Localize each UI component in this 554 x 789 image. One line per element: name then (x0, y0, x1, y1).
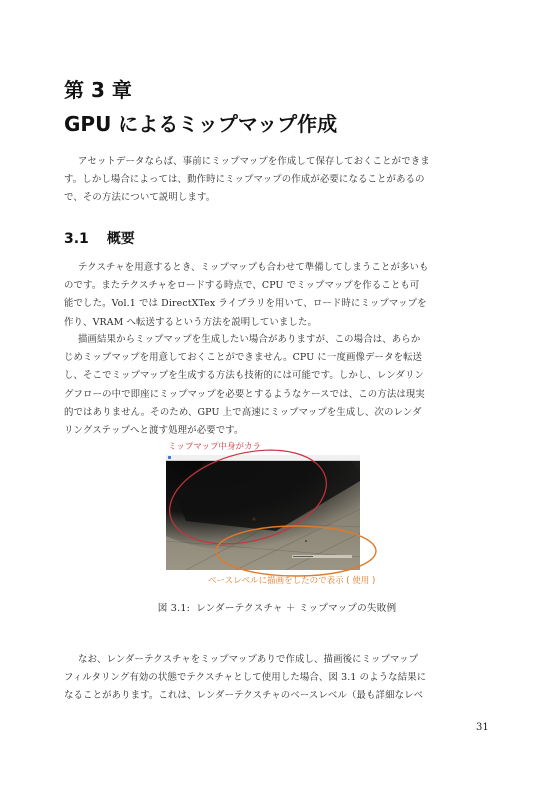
text-line: のです。またテクスチャをロードする時点で、CPU でミップマップを作ることも可 (64, 280, 420, 292)
chapter-label: 第 3 章 (64, 78, 132, 102)
figure-screenshot (166, 455, 360, 570)
section-paragraph-1 (64, 259, 490, 332)
render-scene-image (166, 461, 360, 570)
text-line: フィルタリング有効の状態でテクスチャとして使用した場合、図 3.1 のような結果に (64, 672, 427, 684)
section-paragraph-2 (64, 331, 490, 440)
text-line: テクスチャを用意するとき、ミップマップも合わせて準備してしまうことが多いも (78, 262, 429, 273)
text-line: じめミップマップを用意しておくことができません。CPU に一度画像データを転送 (64, 352, 423, 364)
intro-paragraph (64, 153, 490, 208)
text-line: アセットデータならば、事前にミップマップを作成して保存しておくことができま (78, 156, 430, 167)
text-line: で、その方法について説明します。 (64, 192, 216, 204)
closing-paragraph (64, 651, 490, 706)
text-line: 描画結果からミップマップを生成したい場合がありますが、この場合は、あらか (78, 334, 421, 345)
figure-annotation-bottom: ベースレベルに描画をしたので表示 ( 使用 ) (208, 576, 376, 586)
section-title: 概要 (106, 231, 135, 247)
chapter-title: GPU によるミップマップ作成 (64, 112, 338, 136)
text-line: す。しかし場合によっては、動作時にミップマップの作成が必要になることがあるの (64, 174, 425, 186)
text-line: リングステップへと渡す処理が必要です。 (64, 425, 244, 437)
page-number: 31 (476, 722, 489, 733)
section-heading (64, 228, 135, 248)
text-line: なることがあります。これは、レンダーテクスチャのベースレベル（最も詳細なレベ (64, 690, 424, 702)
caption-label: 図 3.1: (157, 603, 191, 614)
app-icon (168, 456, 171, 459)
section-number: 3.1 (64, 231, 89, 247)
text-line: 能でした。Vol.1 では DirectXTex ライブラリを用いて、ロード時にミップマップを (64, 298, 427, 310)
text-line: グフローの中で即座にミップマップを必要とするようなケースでは、この方法は現実 (64, 388, 425, 400)
text-line: なお、レンダーテクスチャをミップマップありで作成し、描画後にミップマップ (78, 654, 419, 665)
text-line: 的ではありません。そのため、GPU 上で高速にミップマップを生成し、次のレンダ (64, 406, 422, 418)
text-line: 作り、VRAM へ転送するという方法を説明していました。 (64, 316, 318, 328)
figure-caption (0, 600, 554, 614)
figure-annotation-top: ミップマップ中身がカラ (168, 442, 261, 452)
caption-text: レンダーテクスチャ ＋ ミップマップの失敗例 (196, 603, 397, 614)
text-line: し、そこでミップマップを生成する方法も技術的には可能です。しかし、レンダリン (64, 370, 425, 382)
